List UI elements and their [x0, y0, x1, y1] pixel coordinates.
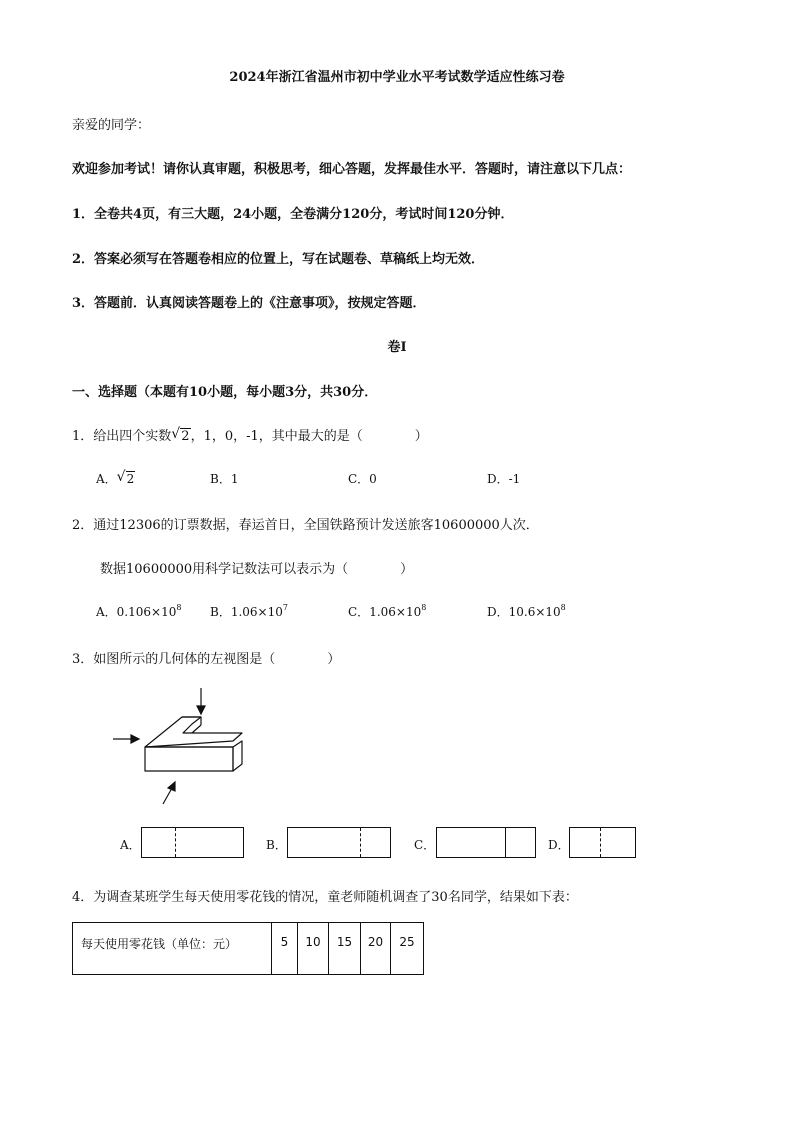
q2-option-a: A．$0.106\times 10^8$ — [96, 603, 182, 619]
question-1 — [72, 425, 428, 444]
q3-option-d-label: D． — [548, 838, 570, 852]
sqrt-symbol: √ 2 — [171, 426, 190, 444]
q1-option-b: B．1 — [210, 472, 239, 486]
table-row — [73, 923, 424, 975]
question-2-line-2: 数据10600000用科学记数法可以表示为（ ） — [100, 562, 414, 577]
q1-option-a: A． √ 2 — [96, 469, 135, 486]
q3-option-a-label: A． — [120, 838, 141, 852]
q1-option-d: D．-1 — [487, 472, 521, 486]
greeting: 亲爱的同学： — [72, 118, 151, 133]
table-cell: 10 — [298, 923, 329, 975]
table-cell: 20 — [361, 923, 391, 975]
table-cell: 5 — [272, 923, 298, 975]
q3-option-c-figure — [436, 827, 536, 858]
question-4: 4．为调查某班学生每天使用零花钱的情况，童老师随机调查了30名同学，结果如下表： — [72, 890, 578, 905]
q3-option-b-figure — [287, 827, 391, 858]
note-2: 2．答案必须写在答题卷相应的位置上，写在试题卷、草稿纸上均无效． — [72, 252, 485, 267]
q2-option-d: D．$10.6\times 10^8$ — [487, 603, 566, 619]
note-1: 1．全卷共4页，有三大题，24小题，全卷满分120分，考试时间120分钟． — [72, 207, 514, 222]
front-face — [145, 747, 233, 771]
sqrt-symbol: √ 2 — [116, 469, 135, 486]
question-3: 3．如图所示的几何体的左视图是（ ） — [72, 652, 341, 667]
table-cell: 15 — [329, 923, 361, 975]
q1-option-c: C．0 — [348, 472, 377, 486]
q3-option-a-figure — [141, 827, 244, 858]
q2-option-c: C．$1.06\times 10^8$ — [348, 603, 427, 619]
intro-text: 欢迎参加考试！请你认真审题，积极思考，细心答题，发挥最佳水平．答题时，请注意以下几点： — [72, 162, 632, 177]
money-table — [72, 922, 424, 975]
arrow-up — [163, 788, 172, 804]
section-1-heading: 一、选择题（本题有10小题，每小题3分，共30分． — [72, 385, 378, 400]
table-header-cell: 每天使用零花钱（单位：元） — [73, 923, 272, 975]
page-title: 2024年浙江省温州市初中学业水平考试数学适应性练习卷 — [229, 70, 565, 85]
q1-radicand: 2 — [181, 429, 190, 444]
solid-figure — [105, 684, 255, 809]
q3-option-d-figure — [569, 827, 636, 858]
question-2-line-1: 2．通过12306的订票数据，春运首日，全国铁路预计发送旅客10600000人次． — [72, 518, 539, 533]
volume-label: 卷Ⅰ — [387, 340, 407, 355]
q2-option-b: B．$1.06\times 10^7$ — [210, 603, 288, 619]
q1-suffix: ，1，0，-1，其中最大的是（ ） — [190, 429, 428, 444]
note-3: 3．答题前．认真阅读答题卷上的《注意事项》，按规定答题． — [72, 296, 426, 311]
q3-option-b-label: B． — [266, 838, 287, 852]
table-cell: 25 — [391, 923, 424, 975]
right-face — [233, 741, 242, 771]
q3-option-c-label: C． — [414, 838, 436, 852]
q1-prefix: 1．给出四个实数 — [72, 429, 172, 444]
